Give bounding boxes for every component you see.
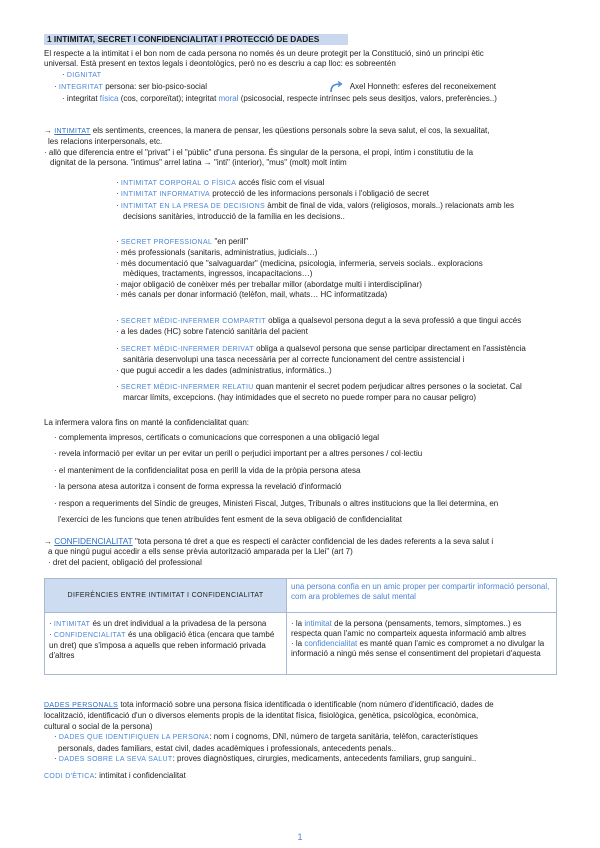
right-a-pre: la	[295, 619, 305, 628]
integritat-detail	[44, 94, 497, 104]
list-item-cont: mèdiques, tractaments, ingressos, incapacitacions…)	[123, 269, 313, 279]
derivat-label: SECRET MÈDIC-INFERMER DERIVAT	[120, 345, 254, 353]
codi-label: CODI D'ÈTICA	[44, 773, 95, 780]
integritat-text: persona: ser bio-psico-social	[102, 82, 208, 92]
list-item: · INTIMITAT EN LA PRESA DE DECISIONS àmbit de final de vida, valors (religiosos, morals..) relacionats amb les	[116, 200, 515, 210]
dades-label: DADES PERSONALS	[44, 702, 119, 709]
dades-text: tota informació sobre una persona física identificada o identificable (nom número d'identificació, dades de	[118, 700, 494, 709]
moral-term: moral	[218, 93, 239, 103]
compartit-cont-text: a les dades (HC) sobre l'atenció sanitària del pacient	[120, 327, 308, 337]
list-item: · la persona atesa autoritza i consent de forma expressa la revelació d'informació	[54, 482, 342, 492]
dades-cont: localització, identificació d'un o diversos elements propis de la identitat física, fisiològica, genètica, psicològica, econòmica,	[44, 711, 479, 721]
confidencialitat-label: CONFIDENCIALITAT	[54, 536, 133, 546]
derivat-text: obliga a qualsevol persona que sense participar directament en l'assistència	[253, 343, 526, 353]
relatiu-cont: marcar límits, excepcions. (hay intimidades que el secreto no puede romper para no causar peligro)	[123, 393, 477, 403]
infermera-item: respon a requeriments del Síndic de greuges, Ministeri Fiscal, Jutges, Tribunals o altres institucions que la llei determina, en	[58, 498, 499, 508]
dades-cont: cultural o social de la persona)	[44, 721, 153, 731]
confidencialitat-term: confidencialitat	[304, 639, 358, 648]
salut-text: : proves diagnòstiques, cirurgies, medicaments, antecedents familiars, grup sanguini..	[172, 754, 477, 764]
secret-block	[44, 237, 483, 300]
intro-line: El respecte a la intimitat i el bon nom de cada persona no només és un deure protegit per la Constitució, sinó un principi ètic	[44, 49, 484, 58]
derivat-cont: · que pugui accedir a les dades (administratius, informàtics..)	[116, 365, 332, 375]
salut-item: · DADES SOBRE LA SEVA SALUT: proves diagnòstiques, cirurgies, medicaments, antecedents familiars, grup sanguini..	[54, 754, 477, 764]
secret-heading: · SECRET PROFESSIONAL "en perill"	[116, 237, 249, 246]
derivat-cont: sanitària desenvolupi una tasca necessària per al correcte funcionament del centre assistencial i	[123, 355, 465, 365]
table-cell-left: · INTIMITAT és un dret individual a la privadesa de la persona · CONFIDENCIALITAT és una obligació ètica (encara que també un dret) que s'imposa a aquells que reben informació privada d'altres	[45, 613, 287, 675]
dades-block	[44, 700, 494, 765]
ident-text: : nom i cognoms, DNI, número de targeta sanitària, telèfon, característiques	[209, 732, 478, 742]
list-item: · el manteniment de la confidencialitat posa en perill la vida de la pròpia persona atesa	[54, 465, 361, 475]
confidencialitat-block	[44, 536, 493, 568]
ident-label: DADES QUE IDENTIFIQUEN LA PERSONA	[58, 734, 210, 742]
intimitat-def	[44, 126, 489, 137]
table-header-right: una persona confia en un amic proper per compartir informació personal, com ara problemes de salut mental	[287, 579, 557, 613]
intimitat-etym: dignitat de la persona. "intimus" arrel latina → "inti" (interior), "mus" (molt) molt íntim	[50, 158, 347, 168]
list-item: · INTIMITAT INFORMATIVA protecció de les informacions personals i l'obligació de secret	[116, 189, 430, 199]
infermera-heading: La infermera valora fins on manté la confidencialitat quan:	[44, 418, 250, 427]
right-b-text: es manté quan l'amic es compromet a no divulgar la informació a ningú més sense el consentiment del propietari d'aquesta	[291, 639, 545, 658]
comparison-table	[44, 578, 557, 675]
list-item-cont: l'exercici de les funcions que tenen atribuïdes fent esment de la seva obligació de confidencialitat	[58, 515, 402, 525]
integritat-label: INTEGRITAT	[58, 84, 103, 92]
intimitat-block	[44, 126, 489, 169]
list-item: · INTIMITAT CORPORAL O FÍSICA accés físic com el visual	[116, 178, 325, 187]
codi-line	[44, 771, 186, 782]
codi-text: : intimitat i confidencialitat	[94, 771, 186, 780]
curved-arrow-icon	[329, 81, 343, 93]
table-cell-right: · la intimitat de la persona (pensaments, temors, símptomes..) es respecta quan l'amic no comparteix aquesta informació amb altres · la confidencialitat es manté quan l'amic es compromet a no divulgar la informació a ningú més sense el consentiment del propietari d'aquesta	[287, 613, 557, 675]
list-item: · revela informació per evitar un per evitar un perill o perjudici important per a altres persones / col·lectiu	[54, 449, 423, 459]
intimitat-text: els sentiments, creences, la manera de pensar, les qüestions personals sobre la seva salut, el cos, la sexualitat,	[90, 126, 490, 135]
infermera-list	[44, 433, 498, 525]
list-item: · complementa impresos, certificats o comunicacions que corresponen a una obligació legal	[54, 433, 380, 442]
compartit-cont: · a les dades (HC) sobre l'atenció sanitària del pacient	[116, 327, 308, 337]
infermera-item: revela informació per evitar un per evitar un perill o perjudici important per a altres persones / col·lectiu	[58, 449, 423, 459]
relatiu-text: quan mantenir el secret podem perjudicar altres persones o la societat. Cal	[253, 382, 522, 392]
secret-types	[44, 316, 526, 404]
intro-block	[44, 49, 497, 104]
intimitat-def-text: és un dret individual a la privadesa de la persona	[90, 619, 267, 628]
intimitat-term: INTIMITAT	[53, 621, 91, 628]
integ-mid: (cos, corporeïtat); integritat	[118, 93, 219, 103]
integ-prefix: · integritat	[62, 93, 100, 103]
section-title: 1 INTIMITAT, SECRET I CONFIDENCIALITAT I PROTECCIÓ DE DADES	[44, 34, 348, 45]
compartit-item: · SECRET MÈDIC-INFERMER COMPARTIT obliga a qualsevol persona degut a la seva professió a que tingui accés	[116, 316, 522, 325]
confidencialitat-cont: a que ningú pugui accedir a ells sense prèvia autorització amparada per la Llei" (art 7)	[48, 547, 353, 557]
type-text: protecció de les informacions personals i l'obligació de secret	[210, 189, 430, 199]
list-item: · més professionals (sanitaris, administratius, judicials…)	[116, 248, 318, 258]
confidencialitat-def	[44, 536, 493, 547]
list-item: · més canals per donar informació (telèfon, mail, whats… HC informatitzada)	[116, 290, 388, 300]
secret-item: més professionals (sanitaris, administratius, judicials…)	[120, 248, 318, 258]
fisica-term: física	[99, 93, 119, 103]
type-text: accés físic com el visual	[236, 178, 325, 187]
list-item-cont: decisions sanitàries, introducció de la família en les decisions..	[123, 212, 345, 222]
derivat-item: · SECRET MÈDIC-INFERMER DERIVAT obliga a qualsevol persona que sense participar directament en l'assistència	[116, 343, 526, 353]
honneth-note: Axel Honneth: esferes del reconeixement	[349, 82, 497, 92]
right-b-pre: la	[295, 639, 305, 648]
comparison-table-wrap	[44, 578, 557, 675]
type-label: INTIMITAT INFORMATIVA	[120, 191, 211, 199]
list-item: · més documentació que "salvaguardar" (medicina, psicologia, infermeria, serveis socials.. exploracions	[116, 258, 483, 268]
secret-item: més canals per donar informació (telèfon, mail, whats… HC informatitzada)	[120, 290, 388, 300]
intimitat-label: INTIMITAT	[54, 128, 91, 135]
infermera-block	[44, 418, 249, 428]
dignitat-label: DIGNITAT	[66, 71, 102, 79]
integritat-item: · INTEGRITAT persona: ser bio-psico-social Axel Honneth: esferes del reconeixement	[54, 82, 497, 92]
table-header-left	[45, 579, 287, 613]
right-arrow-icon: →	[44, 126, 52, 135]
relatiu-item: · SECRET MÈDIC-INFERMER RELATIU quan mantenir el secret podem perjudicar altres persones o la societat. Cal	[116, 382, 522, 392]
intimitat-diff: · allò que diferencia entre el "privat" i el "públic" d'una persona. És singular de la persona, el propi, íntim i constitutiu de la	[44, 147, 474, 157]
dignitat-item: · DIGNITAT	[62, 69, 102, 79]
type-text: àmbit de final de vida, valors (religiosos, morals..) relacionats amb les	[265, 200, 515, 210]
table-header-left-text: DIFERÈNCIES ENTRE INTIMITAT I CONFIDENCIALITAT	[67, 592, 264, 599]
page-number: 1	[297, 832, 303, 842]
dades-def	[44, 700, 494, 711]
secret-suffix: "en perill"	[212, 237, 249, 246]
integ-suffix: (psicosocial, respecte intrínsec pels seus desitjos, valors, preferències..)	[238, 93, 497, 103]
intimitat-term: intimitat	[304, 619, 332, 628]
confidencialitat-term: CONFIDENCIALITAT	[53, 632, 126, 639]
right-arrow-icon: →	[44, 537, 52, 546]
type-label: INTIMITAT CORPORAL O FÍSICA	[120, 180, 237, 187]
intimitat-types	[44, 178, 514, 223]
ident-cont: personals, dades familiars, estat civil, dades acadèmiques i professionals, antecedents penals..	[58, 743, 396, 753]
secret-item: més documentació que "salvaguardar" (medicina, psicologia, infermeria, serveis socials.. exploracions	[120, 258, 483, 268]
list-item: · major obligació de conèixer més per treballar millor (abordatge multi i interdisciplinar)	[116, 279, 422, 289]
compartit-label: SECRET MÈDIC-INFERMER COMPARTIT	[120, 318, 266, 325]
derivat-cont-text: que pugui accedir a les dades (administratius, informàtics..)	[120, 365, 332, 375]
secret-item: major obligació de conèixer més per treballar millor (abordatge multi i interdisciplinar)	[120, 279, 422, 289]
intro-line: universal. Està present en textos legals i deontològics, però no es descriu a cap lloc: es sobreentén	[44, 59, 396, 69]
intimitat-cont: les relacions interpersonals, etc.	[48, 137, 163, 147]
right-a-text: de la persona (pensaments, temors, símptomes..) es respecta quan l'amic no comparteix aquesta informació amb altres	[291, 619, 526, 638]
infermera-item: la persona atesa autoritza i consent de forma expressa la revelació d'informació	[58, 482, 342, 492]
list-item: · respon a requeriments del Síndic de greuges, Ministeri Fiscal, Jutges, Tribunals o altres institucions que la llei determina, en	[54, 498, 499, 508]
confidencialitat-def-text: és una obligació ètica (encara que també un dret) que s'imposa a aquells que reben informació privada d'altres	[49, 630, 275, 660]
salut-label: DADES SOBRE LA SEVA SALUT	[58, 756, 173, 764]
secret-label: SECRET PROFESSIONAL	[120, 239, 213, 246]
compartit-text: obliga a qualsevol persona degut a la seva professió a que tingui accés	[265, 316, 522, 325]
confidencialitat-text: "tota persona té dret a que es respecti el caràcter confidencial de les dades referents a la seva salut i	[132, 537, 494, 546]
confidencialitat-note: · dret del pacient, obligació del professional	[48, 557, 202, 567]
infermera-item: el manteniment de la confidencialitat posa en perill la vida de la pròpia persona atesa	[58, 465, 361, 475]
ident-item: · DADES QUE IDENTIFIQUEN LA PERSONA: nom i cognoms, DNI, número de targeta sanitària, telèfon, característiques	[54, 732, 478, 742]
codi-block	[44, 771, 186, 782]
infermera-item: complementa impresos, certificats o comunicacions que corresponen a una obligació legal	[58, 433, 380, 442]
relatiu-label: SECRET MÈDIC-INFERMER RELATIU	[120, 384, 254, 392]
type-label: INTIMITAT EN LA PRESA DE DECISIONS	[120, 202, 266, 210]
